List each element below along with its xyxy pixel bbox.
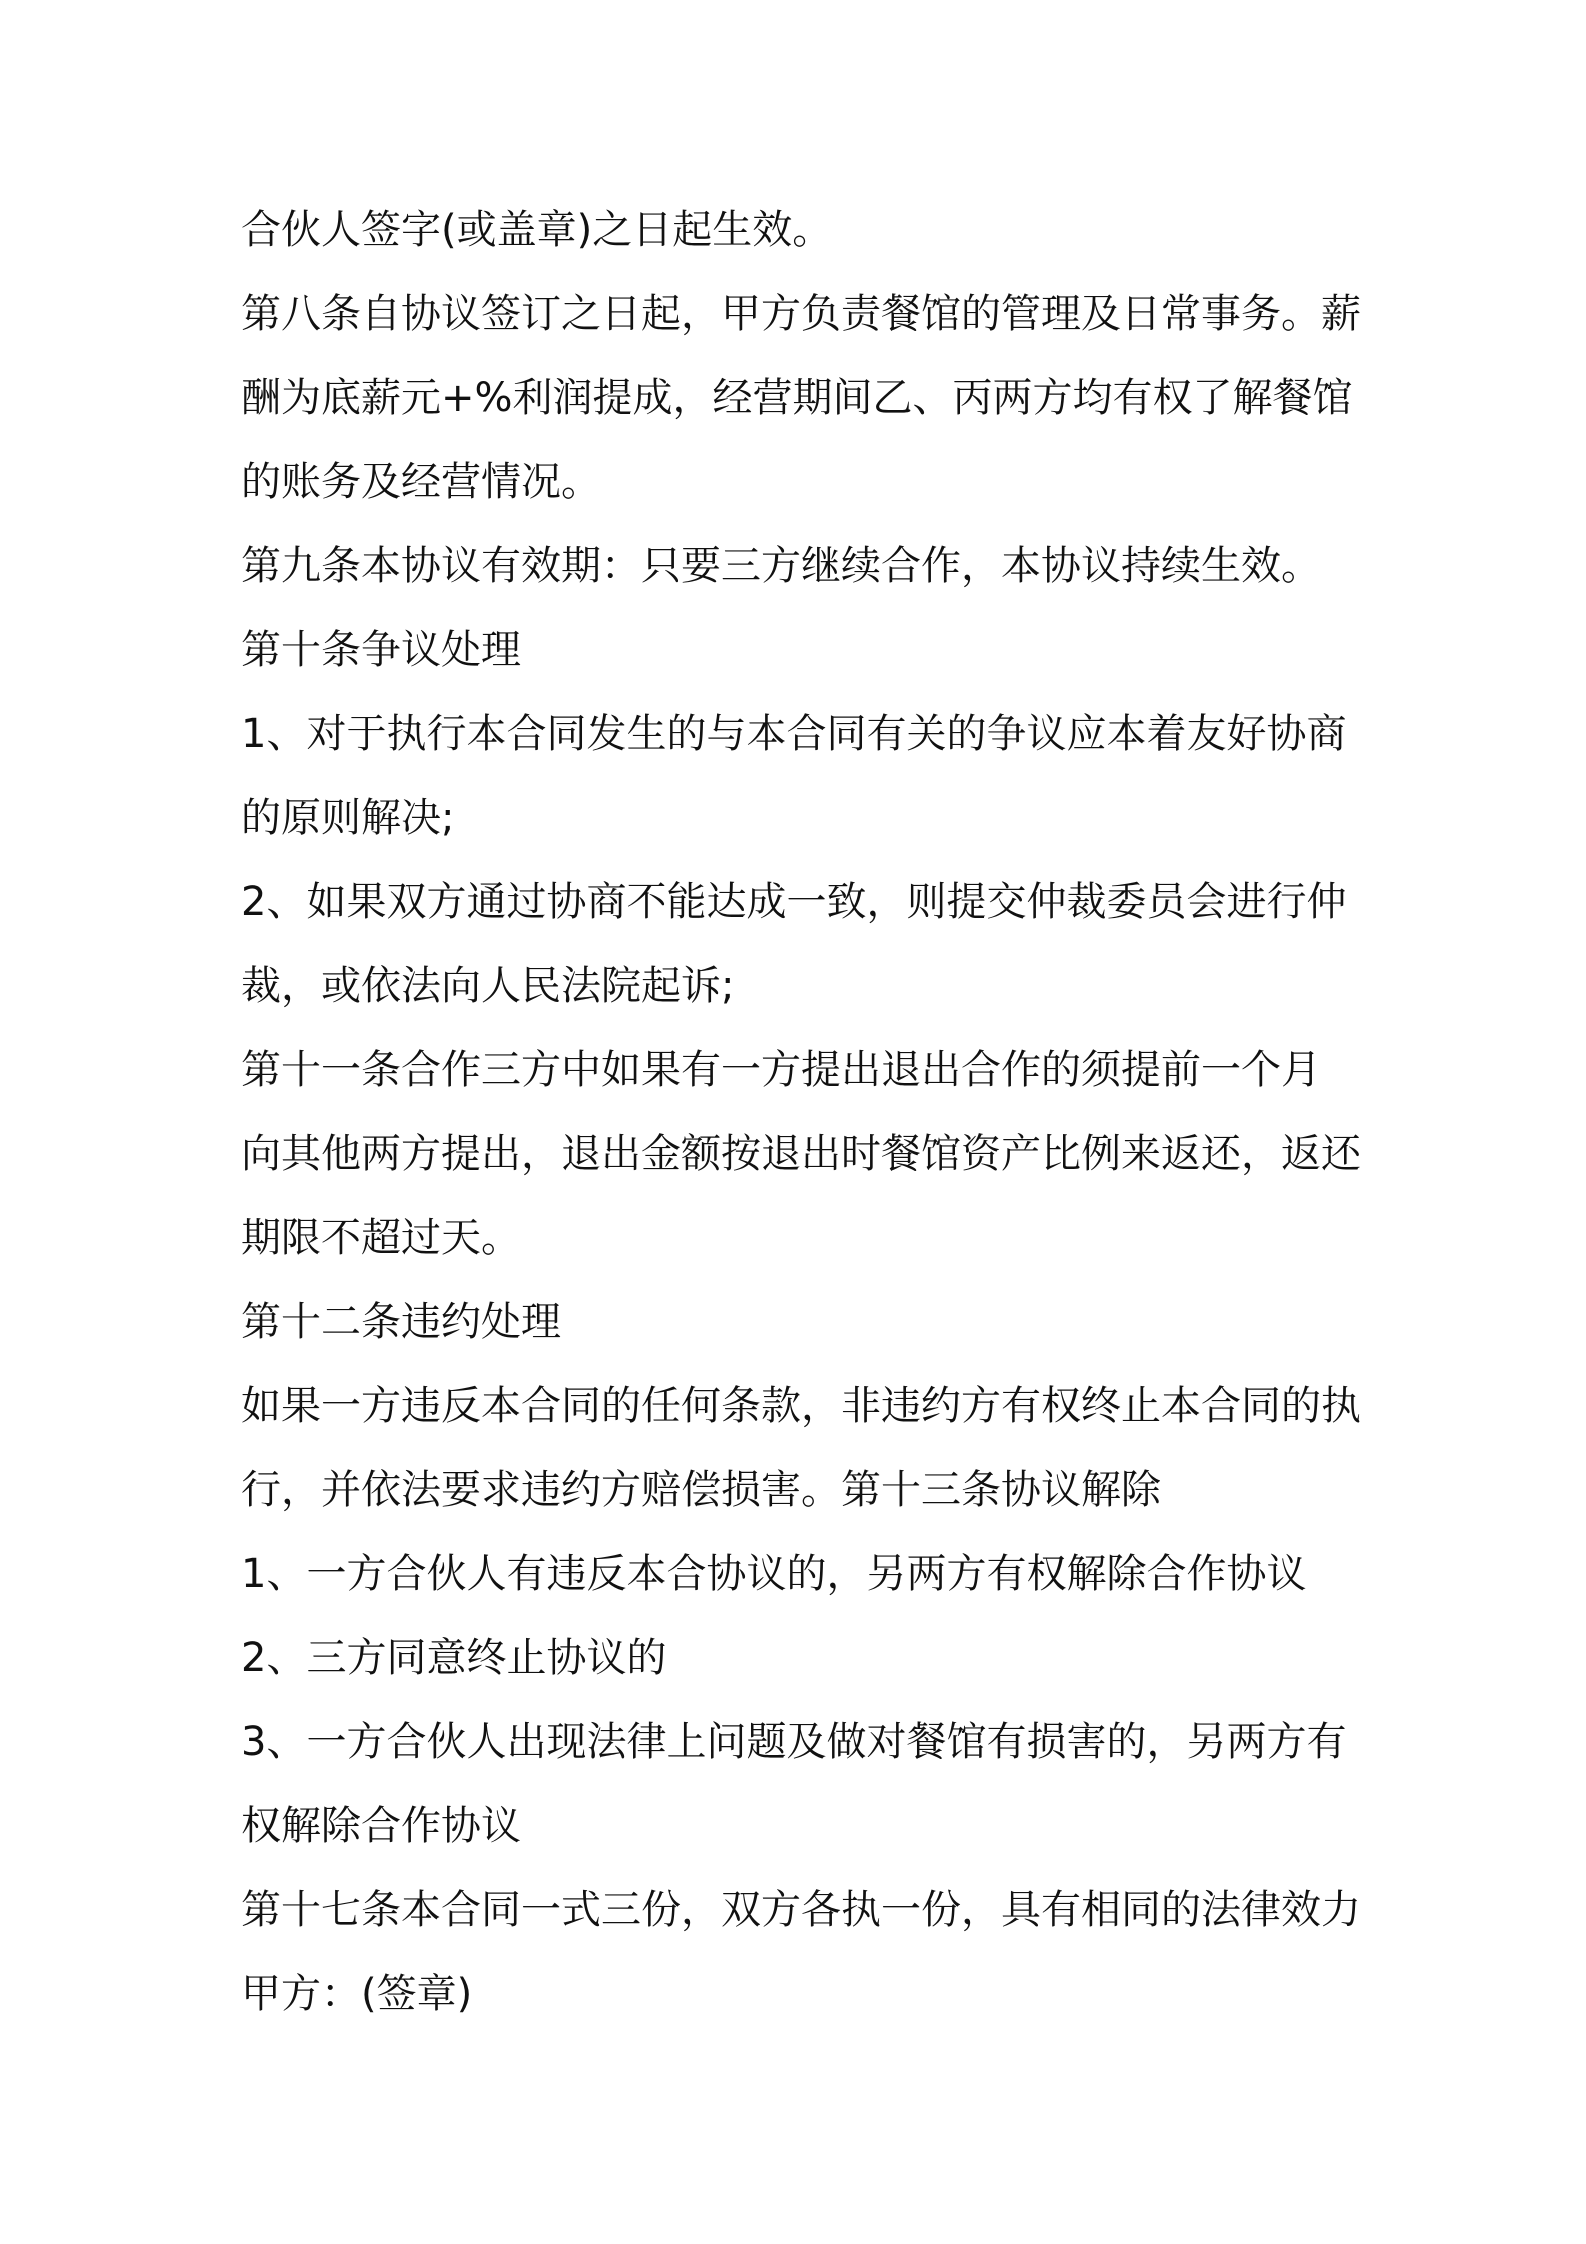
text-line: 合伙人签字(或盖章)之日起生效。 [241, 207, 833, 253]
text-line: 第九条本协议有效期：只要三方继续合作，本协议持续生效。 [241, 543, 1321, 589]
text-line: 3、一方合伙人出现法律上问题及做对餐馆有损害的，另两方有 [241, 1719, 1347, 1765]
text-line: 第十一条合作三方中如果有一方提出退出合作的须提前一个月 [241, 1047, 1321, 1093]
contract-text [241, 200, 1361, 2048]
signature-line: 甲方：(签章) [241, 1971, 473, 2017]
text-line: 1、对于执行本合同发生的与本合同有关的争议应本着友好协商 [241, 711, 1347, 757]
text-line: 行，并依法要求违约方赔偿损害。第十三条协议解除 [241, 1467, 1161, 1513]
text-line: 2、如果双方通过协商不能达成一致，则提交仲裁委员会进行仲 [241, 879, 1347, 925]
text-line: 的原则解决; [241, 795, 455, 841]
text-line: 第八条自协议签订之日起，甲方负责餐馆的管理及日常事务。薪 [241, 291, 1361, 337]
section-heading: 第十二条违约处理 [241, 1299, 561, 1345]
text-line: 的账务及经营情况。 [241, 459, 601, 505]
text-line: 向其他两方提出，退出金额按退出时餐馆资产比例来返还，返还 [241, 1131, 1361, 1177]
text-line: 2、三方同意终止协议的 [241, 1635, 667, 1681]
text-line: 权解除合作协议 [241, 1803, 521, 1849]
text-line: 酬为底薪元+%利润提成，经营期间乙、丙两方均有权了解餐馆 [241, 375, 1353, 421]
text-line: 期限不超过天。 [241, 1215, 521, 1261]
text-line: 如果一方违反本合同的任何条款，非违约方有权终止本合同的执 [241, 1383, 1361, 1429]
section-heading: 第十条争议处理 [241, 627, 521, 673]
text-line: 裁，或依法向人民法院起诉; [241, 963, 735, 1009]
text-line: 第十七条本合同一式三份，双方各执一份，具有相同的法律效力 [241, 1887, 1361, 1933]
text-line: 1、一方合伙人有违反本合协议的，另两方有权解除合作协议 [241, 1551, 1307, 1597]
